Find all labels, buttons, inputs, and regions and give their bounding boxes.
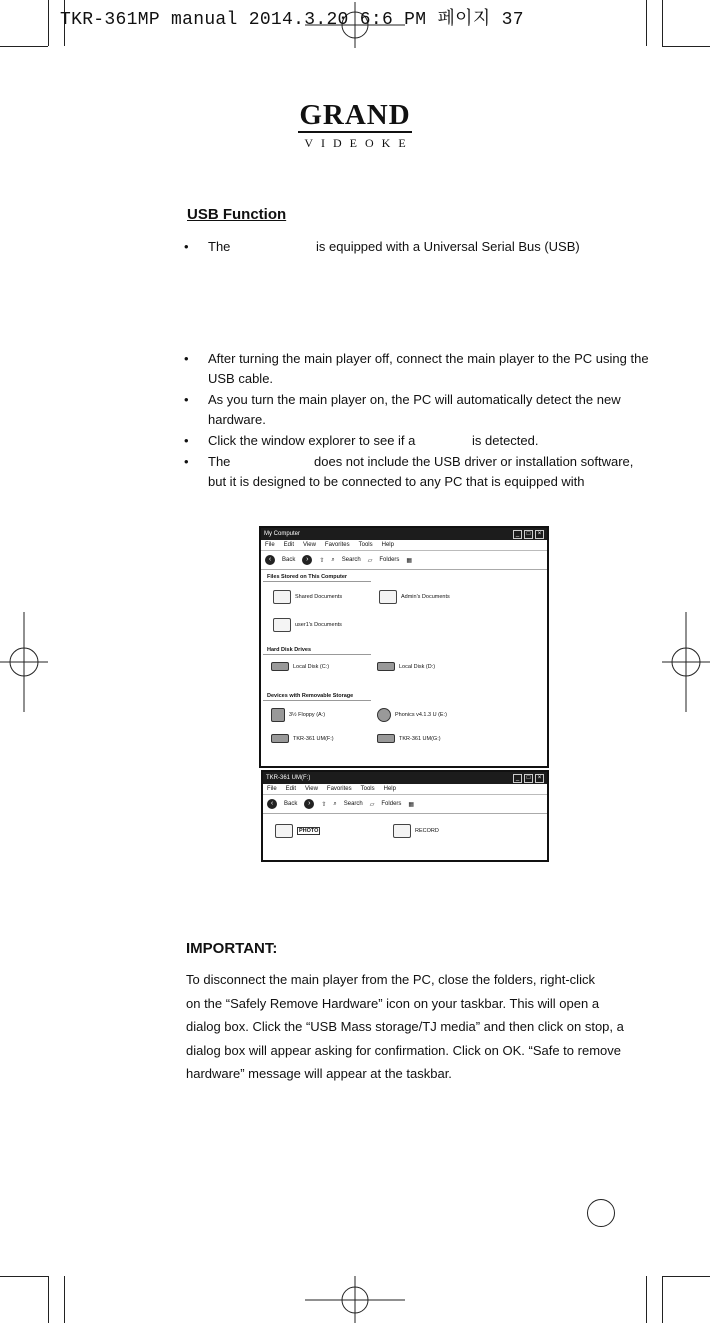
menu-favorites[interactable]: Favorites [326, 786, 352, 792]
important-title: IMPORTANT: [186, 940, 278, 957]
menu-bar [261, 540, 547, 551]
toolbar [263, 795, 547, 814]
drive-item[interactable] [377, 708, 447, 722]
back-icon[interactable]: ‹ [265, 555, 275, 565]
crop-mark [662, 1276, 663, 1323]
item-label: RECORD [415, 828, 439, 834]
brand-logo [0, 100, 710, 150]
views-icon[interactable]: ▦ [408, 801, 415, 808]
bullet-item [184, 431, 628, 451]
window-titlebar [261, 528, 547, 540]
bullet-item [184, 349, 649, 389]
item-label: Shared Documents [295, 594, 343, 600]
crop-mark [64, 1276, 65, 1323]
item-label: TKR-361 UM(F:) [293, 735, 334, 742]
folder-icon [273, 618, 291, 632]
window-title: TKR-361 UM(F:) [266, 775, 311, 781]
back-button[interactable]: Back [282, 557, 296, 563]
print-header: TKR-361MP manual 2014.3.20 6:6 PM 페이지 37 [60, 10, 524, 30]
important-line: on the “Safely Remove Hardware” icon on your taskbar. This will open a [186, 995, 600, 1011]
hard-disk-icon [271, 662, 289, 671]
back-icon[interactable]: ‹ [267, 799, 277, 809]
bullet-line: As you turn the main player on, the PC will automatically detect the new [208, 392, 621, 407]
drive-item[interactable] [271, 734, 334, 743]
bullet-line: is detected. [472, 433, 539, 448]
drive-item[interactable] [271, 662, 329, 671]
drive-item[interactable] [271, 708, 325, 722]
menu-help[interactable]: Help [383, 786, 396, 792]
floppy-icon [271, 708, 285, 722]
crop-mark [646, 0, 647, 46]
menu-file[interactable]: File [265, 542, 275, 548]
up-folder-icon[interactable]: ⇧ [321, 801, 327, 808]
folder-item[interactable] [275, 824, 320, 838]
folder-icon [275, 824, 293, 838]
bullet: • [184, 392, 189, 407]
brand-rule [298, 131, 412, 133]
bullet: • [184, 239, 189, 254]
bullet: • [184, 433, 189, 448]
hard-disk-icon [377, 662, 395, 671]
important-body [186, 968, 624, 1086]
menu-bar [263, 784, 547, 795]
toolbar [261, 551, 547, 570]
search-button[interactable]: Search [341, 557, 361, 563]
folders-button[interactable]: Folders [379, 557, 400, 563]
crop-mark [48, 0, 49, 46]
search-icon[interactable]: ⌕ [331, 556, 335, 563]
folder-item[interactable] [273, 590, 342, 604]
drive-item[interactable] [377, 662, 435, 671]
section-title: USB Function [187, 206, 287, 223]
bullet-line: does not include the USB driver or installation software, [314, 454, 634, 469]
folders-icon[interactable]: ▱ [369, 801, 375, 808]
maximize-icon[interactable]: □ [524, 774, 533, 783]
menu-edit[interactable]: Edit [285, 786, 297, 792]
brand-name: GRAND [299, 99, 411, 131]
crop-mark [0, 1276, 48, 1277]
registration-mark [662, 612, 710, 712]
close-icon[interactable]: × [535, 530, 544, 539]
views-icon[interactable]: ▦ [406, 557, 413, 564]
menu-favorites[interactable]: Favorites [324, 542, 350, 548]
important-line: dialog box will appear asking for confirmation. Click on OK. “Safe to remove [186, 1042, 621, 1058]
section-hdd: Hard Disk Drives [263, 645, 371, 655]
bullet-line: USB cable. [208, 371, 274, 386]
item-label: 3½ Floppy (A:) [289, 712, 326, 718]
item-label: Local Disk (D:) [399, 663, 436, 670]
search-icon[interactable]: ⌕ [333, 800, 337, 807]
forward-icon[interactable]: › [302, 555, 312, 565]
maximize-icon[interactable]: □ [524, 530, 533, 539]
registration-mark [0, 612, 48, 712]
item-label: Admin's Documents [401, 594, 450, 600]
intro-line [184, 237, 628, 257]
folder-icon [273, 590, 291, 604]
folder-item[interactable] [393, 824, 439, 838]
up-folder-icon[interactable]: ⇧ [319, 557, 325, 564]
menu-view[interactable]: View [305, 786, 318, 792]
important-line: To disconnect the main player from the PC, close the folders, right-click [186, 972, 595, 987]
minimize-icon[interactable]: _ [513, 530, 522, 539]
minimize-icon[interactable]: _ [513, 774, 522, 783]
menu-edit[interactable]: Edit [283, 542, 295, 548]
item-label: TKR-361 UM(G:) [399, 735, 441, 742]
menu-file[interactable]: File [267, 786, 277, 792]
removable-disk-icon [377, 734, 395, 743]
crop-mark [646, 1276, 647, 1323]
intro-suffix: is equipped with a Universal Serial Bus (USB) [316, 239, 580, 254]
close-icon[interactable]: × [535, 774, 544, 783]
folder-icon [393, 824, 411, 838]
forward-icon[interactable]: › [304, 799, 314, 809]
my-computer-window [259, 526, 549, 768]
bullet-line: but it is designed to be connected to any PC that is equipped with [208, 474, 585, 489]
folder-item[interactable] [379, 590, 450, 604]
folder-icon [379, 590, 397, 604]
window-titlebar [263, 772, 547, 784]
item-label: PHOTO [299, 828, 319, 834]
item-label: user1's Documents [295, 622, 342, 628]
crop-mark [48, 1276, 49, 1323]
bullet-item [184, 452, 634, 492]
folder-item[interactable] [273, 618, 342, 632]
item-label: Phonics v4.1.3 U (E:) [395, 712, 447, 718]
search-button[interactable]: Search [343, 801, 363, 807]
bullet-line: The [208, 454, 231, 469]
bullet-line: After turning the main player off, connect the main player to the PC using the [208, 351, 649, 366]
bullet-line: Click the window explorer to see if a [208, 433, 416, 448]
item-label: Local Disk (C:) [293, 663, 330, 670]
bullet: • [184, 351, 189, 366]
menu-help[interactable]: Help [381, 542, 394, 548]
section-files: Files Stored on This Computer [263, 572, 371, 582]
registration-mark [305, 1276, 405, 1323]
usb-drive-window [261, 770, 549, 862]
brand-subtitle: VIDEOKE [304, 136, 414, 150]
crop-mark [662, 46, 710, 47]
folders-icon[interactable]: ▱ [367, 557, 373, 564]
page-number-circle [587, 1199, 615, 1227]
menu-view[interactable]: View [303, 542, 316, 548]
section-removable: Devices with Removable Storage [263, 691, 371, 701]
important-line: dialog box. Click the “USB Mass storage/TJ media” and then click on stop, a [186, 1019, 624, 1034]
bullet-item [184, 390, 628, 430]
bullet: • [184, 454, 189, 469]
removable-disk-icon [271, 734, 289, 743]
window-title: My Computer [264, 531, 301, 537]
crop-mark [662, 1276, 710, 1277]
intro-prefix: The [208, 239, 231, 254]
drive-item[interactable] [377, 734, 441, 743]
important-line: hardware” message will appear at the taskbar. [186, 1066, 452, 1081]
menu-tools[interactable]: Tools [358, 542, 373, 548]
crop-mark [0, 46, 48, 47]
cd-drive-icon [377, 708, 391, 722]
back-button[interactable]: Back [284, 801, 298, 807]
bullet-line: hardware. [208, 412, 266, 427]
folders-button[interactable]: Folders [381, 801, 402, 807]
crop-mark [662, 0, 663, 46]
menu-tools[interactable]: Tools [360, 786, 375, 792]
